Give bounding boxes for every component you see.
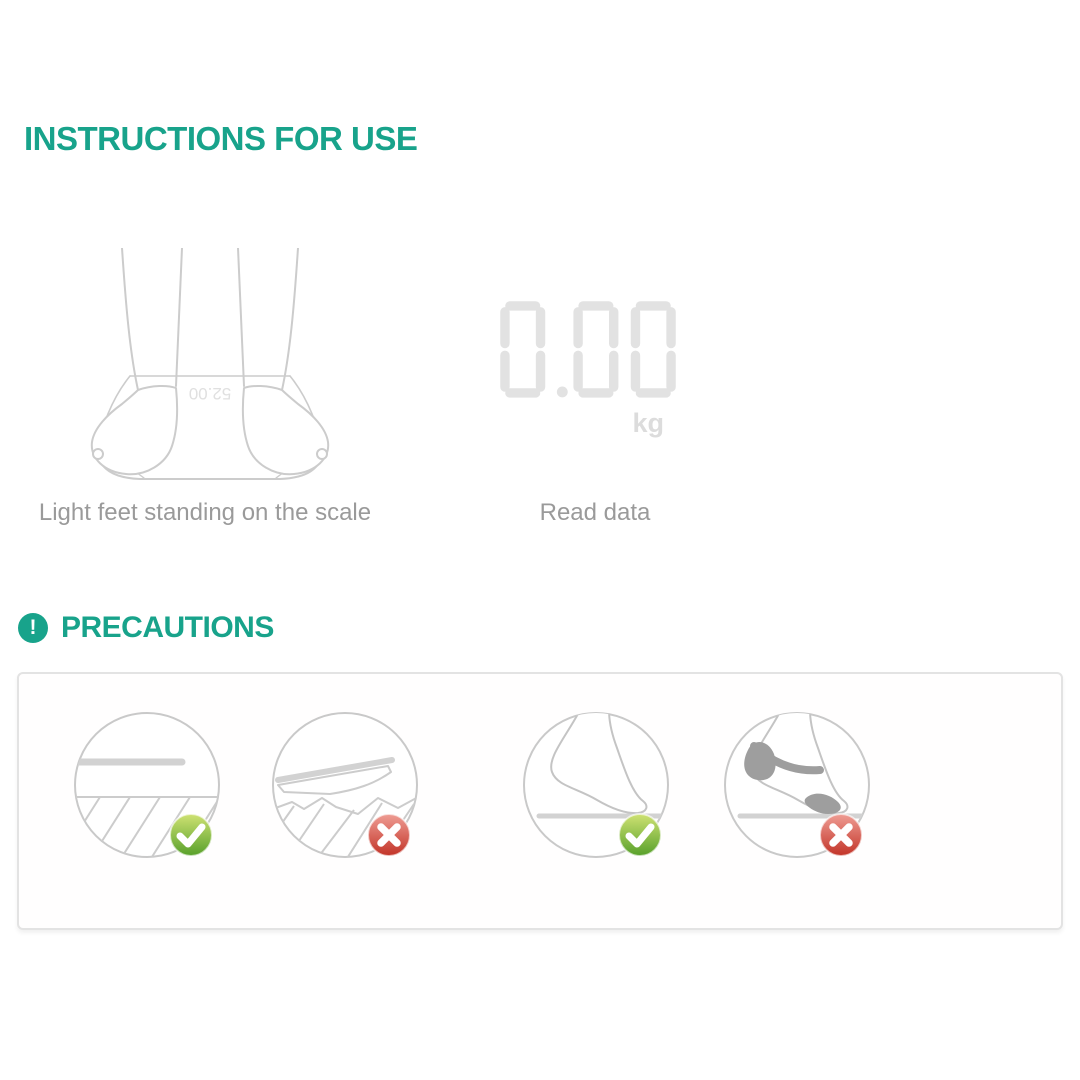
step-caption-stand-on-scale: Light feet standing on the scale [38,499,372,526]
weight-unit-label: kg [632,408,664,438]
weight-display [500,300,676,400]
check-badge-icon [617,812,663,858]
precautions-box [17,672,1063,930]
cross-badge-icon [366,812,412,858]
instructions-title: INSTRUCTIONS FOR USE [24,120,418,157]
exclamation-circle-icon: ! [18,613,48,643]
feet-on-scale-illustration [82,248,338,490]
check-badge-icon [168,812,214,858]
precautions-title: PRECAUTIONS [61,611,274,644]
cross-badge-icon [818,812,864,858]
precaution-flat-floor [72,710,222,860]
precaution-uneven-floor [270,710,420,860]
precaution-bare-feet [521,710,671,860]
scale-display-value: 52.00 [188,384,232,403]
step-caption-read-data: Read data [539,499,651,526]
precautions-header [18,613,274,643]
precaution-socks-on [722,710,872,860]
